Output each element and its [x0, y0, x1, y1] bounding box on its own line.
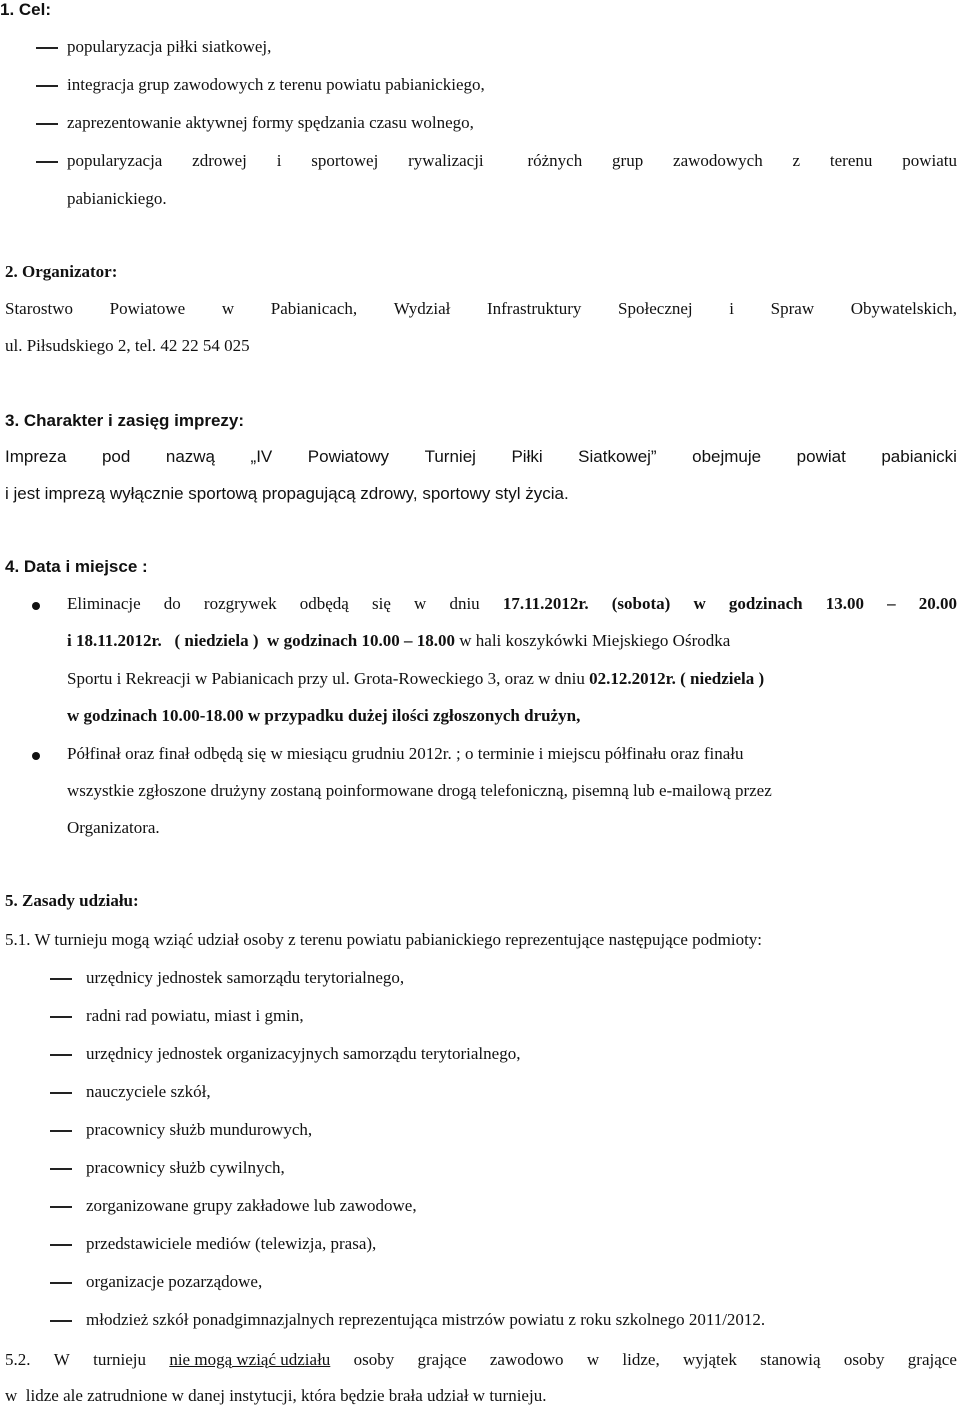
s5-item-10: młodzież szkół ponadgimnazjalnych reprezentująca mistrzów powiatu z roku szkolnego 2011/2012.: [86, 1310, 766, 1329]
section-2-heading: 2. Organizator:: [5, 262, 118, 281]
dash-bullet: [50, 1092, 72, 1094]
s1-item-4-cont: pabianickiego.: [67, 189, 167, 208]
dash-bullet: [36, 85, 58, 87]
section-3-heading: 3. Charakter i zasięg imprezy:: [5, 411, 245, 430]
s2-line-1: Starostwo Powiatowe w Pabianicach, Wydział Infrastruktury Społecznej i Spraw Obywatelskich,: [5, 299, 957, 318]
s5-item-7: zorganizowane grupy zakładowe lub zawodowe,: [86, 1196, 417, 1215]
dash-bullet: [50, 1054, 72, 1056]
s3-line-1: Impreza pod nazwą „IV Powiatowy Turniej Piłki Siatkowej” obejmuje powiat pabianicki: [5, 447, 957, 466]
s5-item-6: pracownicy służb cywilnych,: [86, 1158, 285, 1177]
s5-item-3: urzędnicy jednostek organizacyjnych samorządu terytorialnego,: [86, 1044, 521, 1063]
s4-bullet-2-line-2: wszystkie zgłoszone drużyny zostaną poinformowane drogą telefoniczną, pisemną lub e-mailową przez: [67, 781, 772, 800]
s1-item-2: integracja grup zawodowych z terenu powiatu pabianickiego,: [67, 75, 485, 94]
s5-item-1: urzędnicy jednostek samorządu terytorialnego,: [86, 968, 405, 987]
s5-item-5: pracownicy służb mundurowych,: [86, 1120, 313, 1139]
section-1-heading: 1. Cel:: [0, 0, 52, 19]
s5-paragraph-5-2-line-2: w lidze ale zatrudnione w danej instytucji, która będzie brała udział w turnieju.: [5, 1386, 547, 1405]
s3-line-2: i jest imprezą wyłącznie sportową propagującą zdrowy, sportowy styl życia.: [5, 484, 569, 503]
s4-bullet-1-line-3: Sportu i Rekreacji w Pabianicach przy ul. Grota-Roweckiego 3, oraz w dniu 02.12.2012r. ( niedziela ): [67, 669, 765, 688]
s1-item-3: zaprezentowanie aktywnej formy spędzania czasu wolnego,: [67, 113, 474, 132]
dash-bullet: [50, 978, 72, 980]
s5-item-9: organizacje pozarządowe,: [86, 1272, 263, 1291]
dash-bullet: [36, 161, 58, 163]
s1-item-4: popularyzacja zdrowej i sportowej rywalizacji różnych grup zawodowych z terenu powiatu: [67, 151, 957, 170]
section-4-heading: 4. Data i miejsce :: [5, 557, 148, 576]
dash-bullet: [50, 1320, 72, 1322]
s4-bullet-1-line-1: Eliminacje do rozgrywek odbędą się w dniu 17.11.2012r. (sobota) w godzinach 13.00 – 20.00: [67, 594, 957, 613]
dash-bullet: [50, 1016, 72, 1018]
s5-paragraph-5-2-line-1: 5.2. W turnieju nie mogą wziąć udziału osoby grające zawodowo w lidze, wyjątek stanowią osoby grające: [5, 1350, 957, 1369]
dash-bullet: [50, 1168, 72, 1170]
s4-bullet-2-line-3: Organizatora.: [67, 818, 160, 837]
s5-paragraph-5-1: 5.1. W turnieju mogą wziąć udział osoby z terenu powiatu pabianickiego reprezentujące następujące podmioty:: [5, 930, 763, 949]
s4-bullet-2-line-1: Półfinał oraz finał odbędą się w miesiącu grudniu 2012r. ; o terminie i miejscu półfinału oraz finału: [67, 744, 744, 763]
dash-bullet: [50, 1206, 72, 1208]
s4-bullet-1-line-4: w godzinach 10.00-18.00 w przypadku dużej ilości zgłoszonych drużyn,: [67, 706, 581, 725]
dash-bullet: [50, 1130, 72, 1132]
s1-item-1: popularyzacja piłki siatkowej,: [67, 37, 272, 56]
dash-bullet: [36, 47, 58, 49]
s2-line-2: ul. Piłsudskiego 2, tel. 42 22 54 025: [5, 336, 250, 355]
round-bullet: [32, 752, 40, 760]
section-5-heading: 5. Zasady udziału:: [5, 891, 139, 910]
dash-bullet: [50, 1244, 72, 1246]
s5-item-4: nauczyciele szkół,: [86, 1082, 211, 1101]
round-bullet: [32, 602, 40, 610]
underlined-phrase: nie mogą wziąć udziału: [169, 1350, 331, 1369]
s5-item-2: radni rad powiatu, miast i gmin,: [86, 1006, 304, 1025]
s5-item-8: przedstawiciele mediów (telewizja, prasa),: [86, 1234, 377, 1253]
dash-bullet: [36, 123, 58, 125]
s4-bullet-1-line-2: i 18.11.2012r. ( niedziela ) w godzinach 10.00 – 18.00 w hali koszykówki Miejskiego Ośrodka: [67, 631, 731, 650]
dash-bullet: [50, 1282, 72, 1284]
